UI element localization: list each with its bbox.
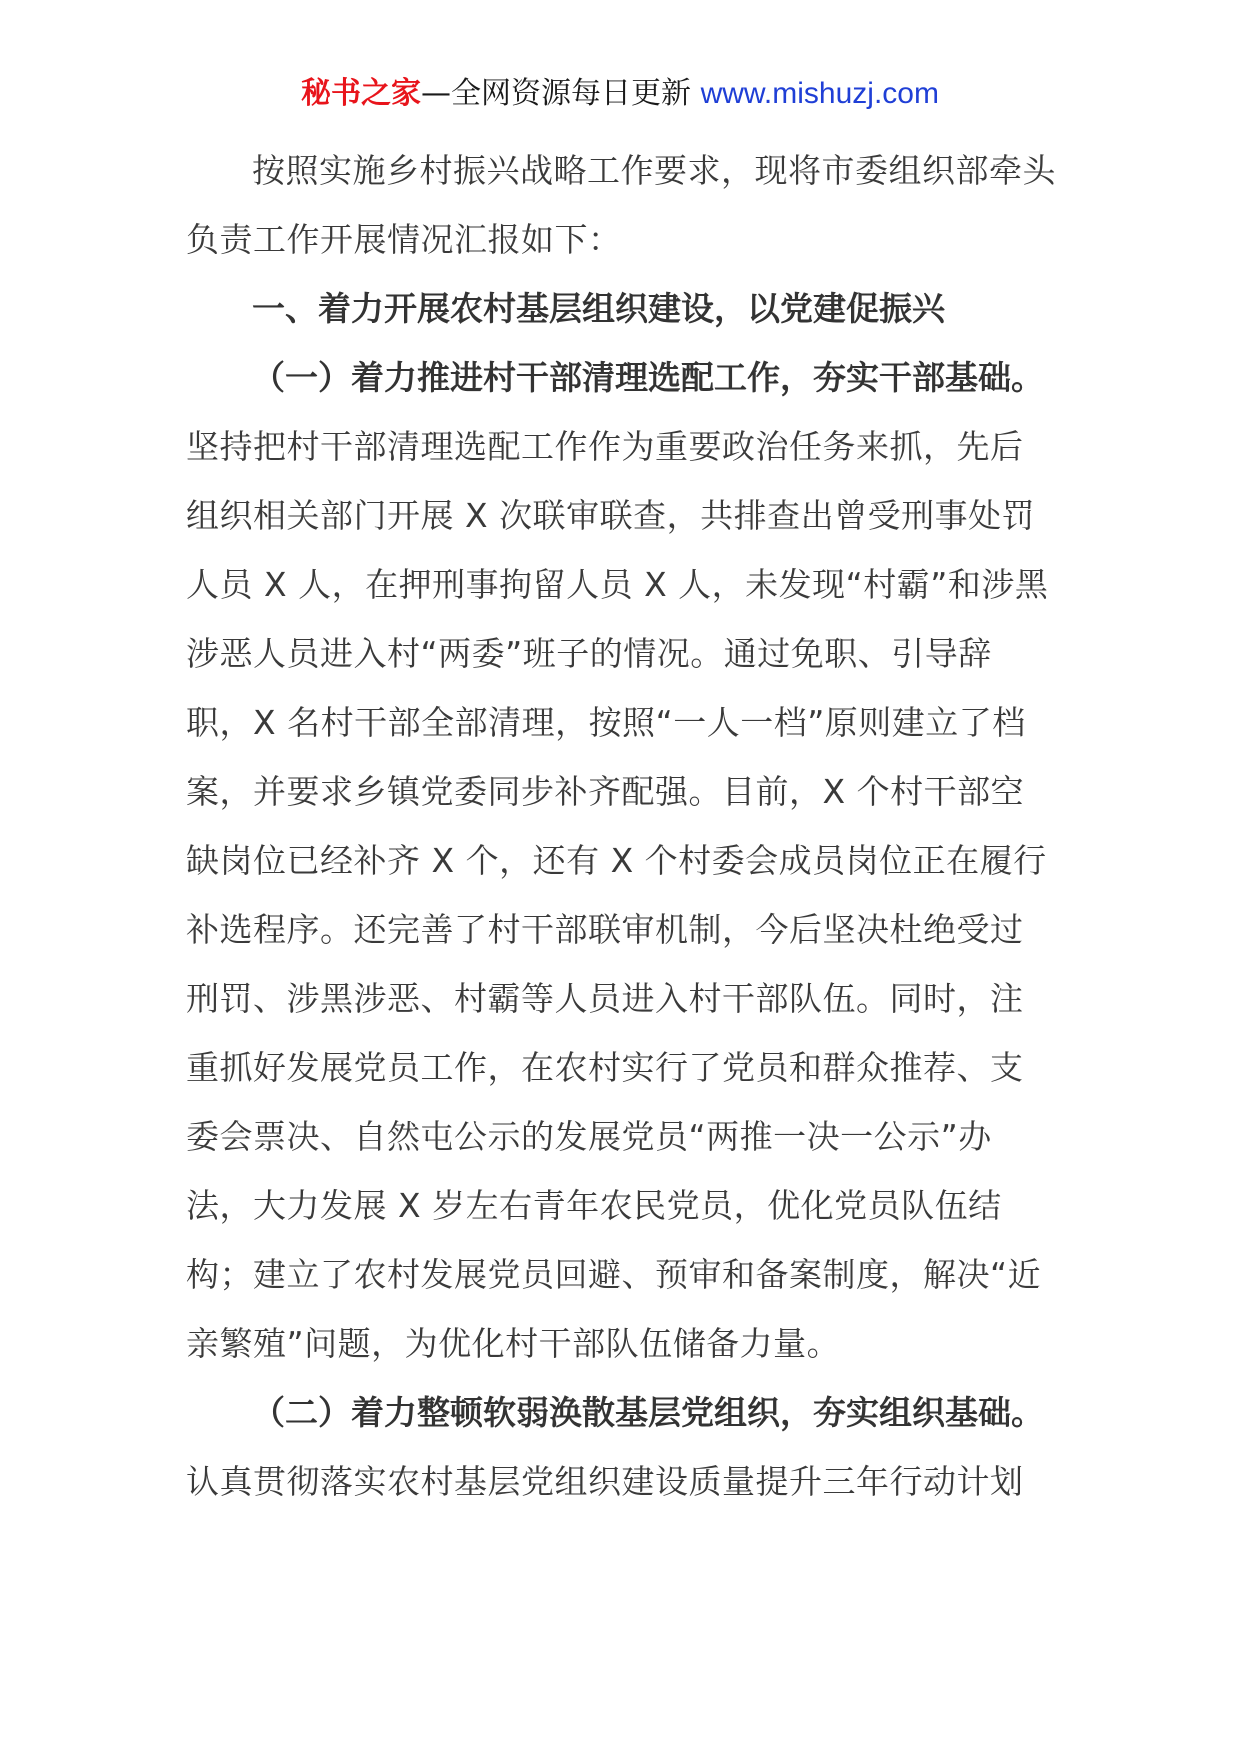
section-1-heading: 一、着力开展农村基层组织建设，以党建促振兴 bbox=[252, 289, 945, 328]
document-body bbox=[186, 136, 1056, 1516]
subsection-2-body: 认真贯彻落实农村基层党组织建设质量提升三年行动计划 bbox=[186, 1462, 1024, 1501]
header-url-link[interactable]: www.mishuzj.com bbox=[700, 77, 939, 110]
header-slogan: —全网资源每日更新 bbox=[421, 76, 701, 111]
header-brand: 秘书之家 bbox=[301, 76, 422, 111]
subsection-1-body: 坚持把村干部清理选配工作作为重要政治任务来抓，先后组织相关部门开展 X 次联审联查，共排查出曾受刑事处罚人员 X 人，在押刑事拘留人员 X 人，未发现“村霸”和涉黑涉恶人员进入村“两委”班子的情况。通过免职、引导辞职，X 名村干部全部清理，按照“一人一档”原则建立了档案，并要求乡镇党委同步补齐配强。目前，X 个村干部空缺岗位已经补齐 X 个，还有 X 个村委会成员岗位正在履行补选程序。还完善了村干部联审机制，今后坚决杜绝受过刑罚、涉黑涉恶、村霸等人员进入村干部队伍。同时，注重抓好发展党员工作，在农村实行了党员和群众推荐、支委会票决、自然屯公示的发展党员“两推一决一公示”办法，大力发展 X 岁左右青年农民党员，优化党员队伍结构；建立了农村发展党员回避、预审和备案制度，解决“近亲繁殖”问题，为优化村干部队伍储备力量。 bbox=[186, 427, 1049, 1363]
subsection-1-heading: （一）着力推进村干部清理选配工作，夯实干部基础。 bbox=[252, 358, 1044, 397]
intro-paragraph: 按照实施乡村振兴战略工作要求，现将市委组织部牵头负责工作开展情况汇报如下： bbox=[186, 151, 1056, 259]
page-header bbox=[0, 72, 1240, 116]
subsection-2-heading: （二）着力整顿软弱涣散基层党组织，夯实组织基础。 bbox=[252, 1393, 1044, 1432]
